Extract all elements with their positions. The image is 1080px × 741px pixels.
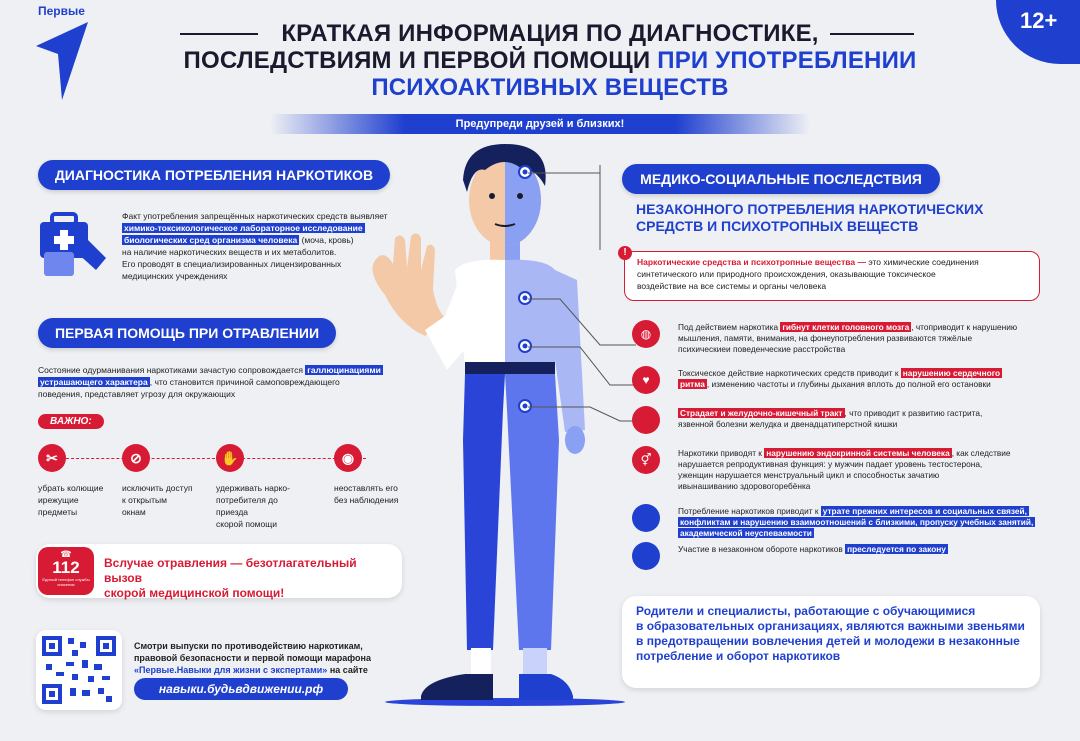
- important-item-line-2: к открытым: [122, 495, 167, 505]
- reproductive-icon: ⚥: [632, 446, 660, 474]
- title-line-2-black: ПОСЛЕДСТВИЯМ И ПЕРВОЙ ПОМОЩИ: [183, 47, 658, 74]
- first-aid-line-1: Состояние одурманивания наркотиками зачастую сопровождается: [38, 365, 306, 375]
- bottom-note-line-3: в предотвращении вовлечения детей и молодежи в незаконные: [636, 634, 1020, 648]
- important-item: [122, 444, 212, 518]
- consequences-list: [632, 318, 1052, 578]
- promo-line-1: Смотри выпуски по противодействию наркотикам,: [134, 641, 363, 651]
- promo-marathon-name: «Первые.Навыки для жизни с экспертами»: [134, 665, 328, 675]
- consequence-lead: Под действием наркотика: [678, 322, 781, 332]
- consequence-text: [678, 448, 1044, 492]
- eye-watch-icon: ◉: [334, 444, 362, 472]
- consequence-line-4: ивынашиванию здоровогоребёнка: [678, 481, 811, 491]
- brand-name: Первые: [38, 4, 85, 18]
- qr-code[interactable]: [36, 630, 122, 710]
- consequence-text: [678, 322, 1044, 355]
- first-aid-line-2-rest: , что становится причиной самоповреждающего: [149, 377, 340, 387]
- promo-line-3-rest: на сайте: [327, 665, 368, 675]
- diagnostics-line-5: Его проводят в специализированных лицензированных: [122, 259, 342, 269]
- first-aid-header: ПЕРВАЯ ПОМОЩЬ ПРИ ОТРАВЛЕНИИ: [38, 318, 336, 348]
- important-item-line-1: удерживать нарко-: [216, 483, 290, 493]
- title-line-2-blue: ПРИ УПОТРЕБЛЕНИИ: [657, 47, 917, 74]
- important-item: [38, 444, 128, 518]
- important-item-line-3: предметы: [38, 507, 78, 517]
- consequence-highlight: Страдает и желудочно-кишечный тракт: [680, 408, 843, 418]
- definition-line-3: воздействие на все системы и органы человека: [637, 281, 827, 291]
- diagnostics-line-4: на наличие наркотических веществ и их метаболитов.: [122, 247, 337, 257]
- important-item-line-1: убрать колющие: [38, 483, 104, 493]
- important-item: [216, 444, 306, 530]
- consequence-line-2: , изменению частоты и глубины дыхания вплоть до полной его остановки: [706, 379, 991, 389]
- consequence-lead: Наркотики приводят к: [678, 448, 765, 458]
- consequence-highlight-2: конфликтам и нарушению взаимоотношений с близкими, пропуску учебных занятий,: [680, 517, 1034, 527]
- consequence-line-3: уженщин нарушается менструальный цикл и способностьк зачатию: [678, 470, 940, 480]
- leader-lines: [520, 165, 650, 595]
- diagnostics-highlight-2: биологических сред организма человека: [124, 235, 298, 245]
- definition-box: [624, 251, 1040, 301]
- diagnostics-highlight-1: химико-токсикологическое лабораторное исследование: [124, 223, 363, 233]
- first-aid-line-3: поведения, представляет угрозу для окружающих: [38, 389, 236, 399]
- consequence-highlight-2: ритма: [680, 379, 705, 389]
- consequence-highlight: гибнут клетки головного мозга: [782, 322, 910, 332]
- brand-logo: [32, 20, 92, 106]
- window-blocked-icon: ⊘: [122, 444, 150, 472]
- important-item-line-1: неоставлять его: [334, 483, 398, 493]
- stomach-icon: [632, 406, 660, 434]
- important-item-line-2: без наблюдения: [334, 495, 399, 505]
- title-line-1: КРАТКАЯ ИНФОРМАЦИЯ ПО ДИАГНОСТИКЕ,: [281, 20, 819, 47]
- bottom-note-line-2: в образовательных организациях, являются важными звеньями: [636, 619, 1025, 633]
- bottom-note-line-1: Родители и специалисты, работающие с обучающимися: [636, 604, 976, 618]
- hand-hold-icon: ✋: [216, 444, 244, 472]
- important-item-line-3: окнам: [122, 507, 146, 517]
- page-title: [180, 20, 920, 101]
- consequence-line-2: мышления, памяти, внимания, на фонеупотребления развиваются тяжёлые: [678, 333, 973, 343]
- consequence-highlight-3: академической неуспеваемости: [680, 528, 812, 538]
- age-rating-badge: 12+: [996, 0, 1080, 64]
- consequence-highlight: нарушению эндокринной системы человека: [766, 448, 950, 458]
- consequences-subheader-line-1: НЕЗАКОННОГО ПОТРЕБЛЕНИЯ НАРКОТИЧЕСКИХ: [636, 201, 984, 217]
- knife-icon: ✂: [38, 444, 66, 472]
- phone-112-icon: ☎ 112 Единый телефон службы спасения: [38, 547, 94, 595]
- exclamation-icon: !: [618, 246, 632, 260]
- consequence-lead: Токсическое действие наркотических средств приводит к: [678, 368, 901, 378]
- emergency-number: 112: [52, 558, 80, 577]
- social-icon: [632, 504, 660, 532]
- consequences-header: МЕДИКО-СОЦИАЛЬНЫЕ ПОСЛЕДСТВИЯ: [622, 164, 940, 194]
- first-aid-highlight-1: галлюцинациями: [307, 365, 381, 375]
- diagnostics-line-3-rest: (моча, кровь): [299, 235, 354, 245]
- diagnostics-line-1: Факт употребления запрещённых наркотических средств выявляет: [122, 211, 388, 221]
- diagnostics-header: ДИАГНОСТИКА ПОТРЕБЛЕНИЯ НАРКОТИКОВ: [38, 160, 390, 190]
- consequence-line-2: нарушается репродуктивная функция: у мужчин падает уровень тестостерона,: [678, 459, 983, 469]
- consequences-subheader: [636, 201, 1056, 235]
- definition-line-2: синтетического или природного происхождения, оказывающие токсическое: [637, 269, 936, 279]
- consequence-lead: Участие в незаконном обороте наркотиков: [678, 544, 846, 554]
- promo-line-2: правовой безопасности и первой помощи марафона: [134, 653, 371, 663]
- consequence-tail: , чтоприводит к нарушению: [911, 322, 1018, 332]
- bottom-note: [622, 596, 1040, 688]
- important-item-line-3: скорой помощи: [216, 519, 277, 529]
- consequence-lead: Потребление наркотиков приводит к: [678, 506, 821, 516]
- brain-icon: ◍: [632, 320, 660, 348]
- bottom-note-line-4: потребление и оборот наркотиков: [636, 649, 841, 663]
- title-line-2: [180, 47, 920, 74]
- consequence-tail: , как следствие: [951, 448, 1011, 458]
- website-link[interactable]: навыки.будьвдвижении.рф: [134, 678, 348, 700]
- emergency-text: [104, 556, 394, 601]
- consequence-highlight: нарушению сердечного: [902, 368, 1001, 378]
- heart-icon: ♥: [632, 366, 660, 394]
- consequence-line-2: язвенной болезни желудка и двенадцатиперстной кишки: [678, 419, 898, 429]
- diagnostics-line-6: медицинских учреждениях: [122, 271, 228, 281]
- emergency-line-1: Вслучае отравления — безотлагательный вызов: [104, 556, 357, 585]
- consequence-highlight: преследуется по закону: [847, 544, 946, 554]
- definition-line-1: это химические соединения: [866, 257, 979, 267]
- consequence-text: [678, 368, 1044, 390]
- important-item-line-1: исключить доступ: [122, 483, 193, 493]
- consequence-tail: , что приводит к развитию гастрита,: [844, 408, 983, 418]
- consequences-subheader-line-2: СРЕДСТВ И ПСИХОТРОПНЫХ ВЕЩЕСТВ: [636, 218, 919, 234]
- warning-bar: Предупреди друзей и близких!: [270, 114, 810, 134]
- definition-highlight: Наркотические средства и психотропные вещества —: [637, 257, 866, 267]
- consequence-line-3: психическиеи поведенческие расстройства: [678, 344, 846, 354]
- emergency-caption: Единый телефон службы спасения: [42, 577, 90, 587]
- qr-code-icon: [42, 636, 116, 704]
- important-item-line-2: потребителя до приезда: [216, 495, 278, 517]
- title-line-3: ПСИХОАКТИВНЫХ ВЕЩЕСТВ: [371, 74, 729, 101]
- consequence-highlight: утрате прежних интересов и социальных связей,: [822, 506, 1027, 516]
- first-aid-text: [38, 364, 398, 400]
- important-item-line-2: ирежущие: [38, 495, 79, 505]
- consequence-text: [678, 506, 1044, 539]
- consequence-text: [678, 408, 1044, 430]
- consequence-text: [678, 544, 1044, 555]
- medical-kit-icon: [36, 208, 112, 280]
- law-icon: [632, 542, 660, 570]
- important-badge: ВАЖНО:: [38, 414, 104, 429]
- first-aid-highlight-2: устрашающего характера: [40, 377, 148, 387]
- emergency-line-2: скорой медицинской помощи!: [104, 586, 285, 600]
